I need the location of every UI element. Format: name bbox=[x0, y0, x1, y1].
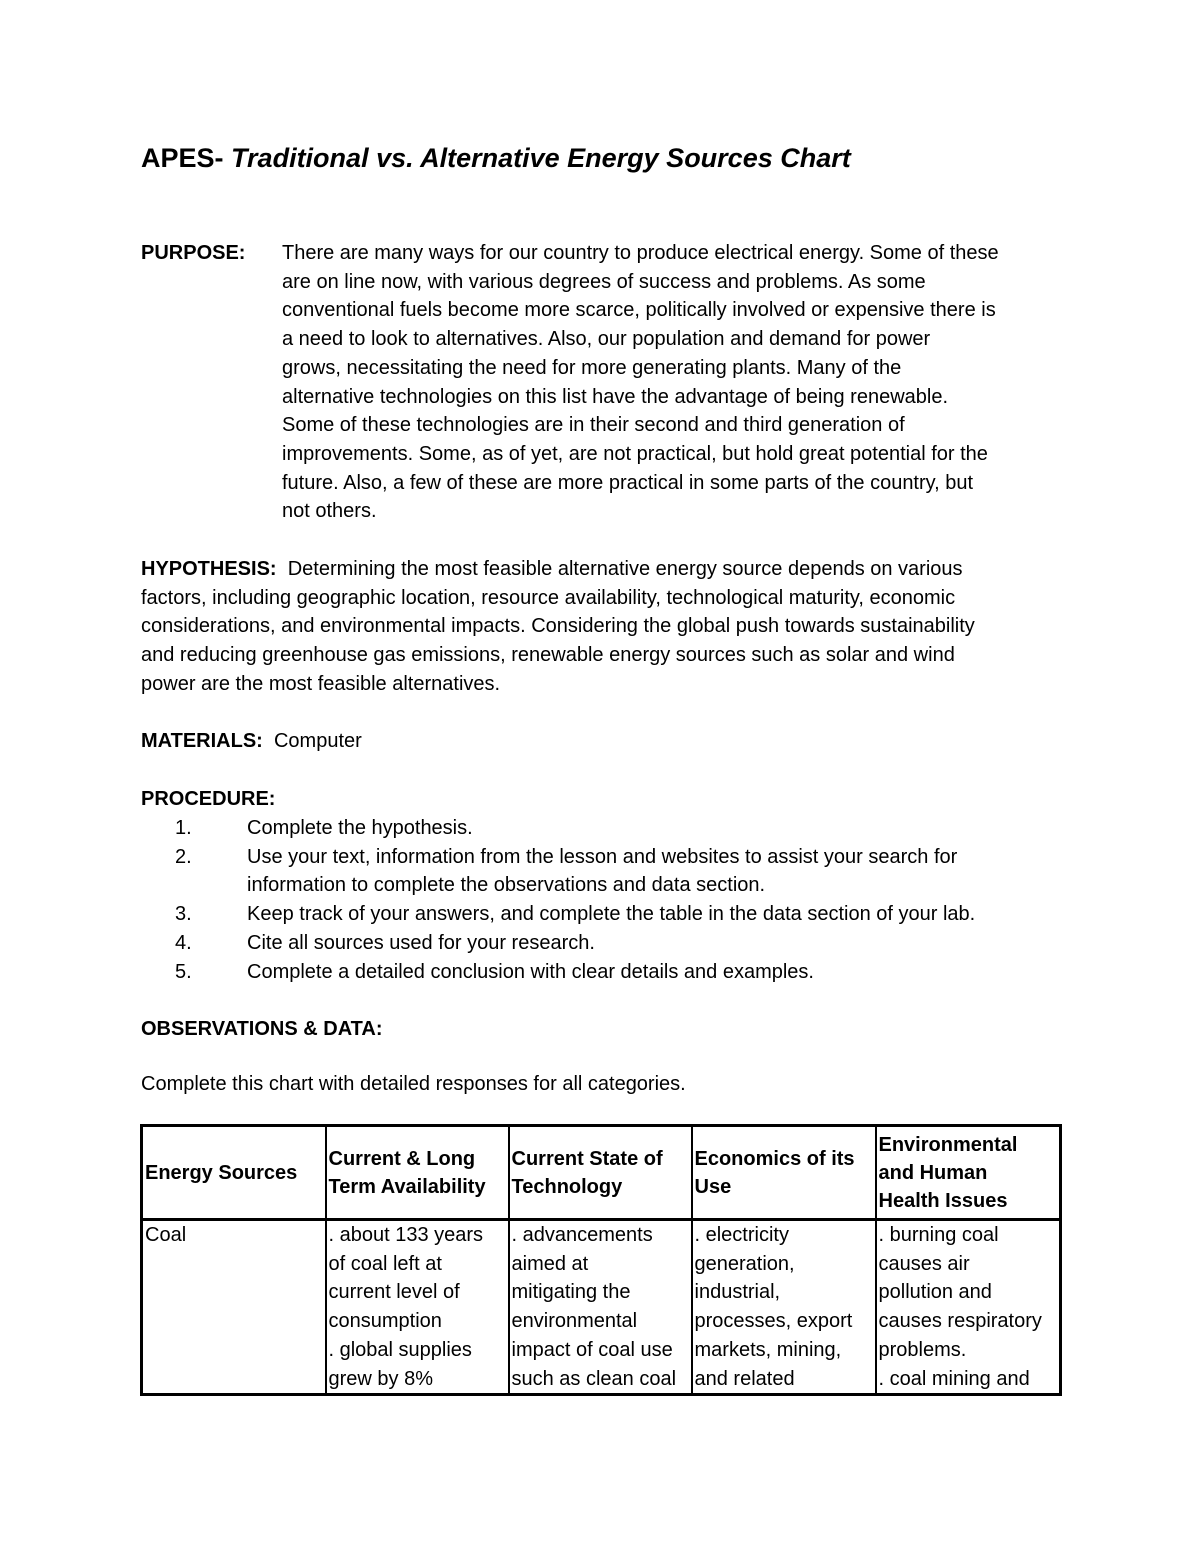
procedure-step bbox=[141, 900, 1071, 929]
header-availability: Current & Long Term Availability bbox=[326, 1126, 509, 1220]
purpose-label: PURPOSE: bbox=[141, 242, 246, 264]
purpose-line: future. Also, a few of these are more practical in some parts of the country, but bbox=[282, 471, 974, 494]
table-header-row bbox=[142, 1126, 1061, 1220]
table-cell: . about 133 years of coal left at current level of consumption . global supplies grew by 8% bbox=[326, 1220, 509, 1395]
step-number: 3. bbox=[175, 903, 192, 926]
table-cell: . advancements aimed at mitigating the environmental impact of coal use such as clean coal bbox=[509, 1220, 692, 1395]
procedure-step bbox=[141, 814, 1071, 843]
procedure-list bbox=[141, 814, 1071, 986]
step-text: Cite all sources used for your research. bbox=[247, 931, 595, 954]
step-text: information to complete the observations and data section. bbox=[247, 874, 766, 897]
chart-instructions: Complete this chart with detailed responses for all categories. bbox=[141, 1073, 686, 1095]
procedure-label: PROCEDURE: bbox=[141, 788, 276, 810]
purpose-line: There are many ways for our country to produce electrical energy. Some of these bbox=[282, 242, 999, 264]
materials-section bbox=[141, 727, 362, 756]
purpose-line: alternative technologies on this list have the advantage of being renewable. bbox=[282, 385, 949, 408]
procedure-step bbox=[141, 929, 1071, 958]
header-economics: Economics of its Use bbox=[692, 1126, 876, 1220]
procedure-step bbox=[141, 958, 1071, 987]
procedure-step bbox=[141, 843, 1071, 900]
purpose-text bbox=[282, 239, 1082, 526]
title-italic: Traditional vs. Alternative Energy Sources Chart bbox=[231, 143, 851, 173]
hypothesis-section bbox=[141, 555, 1071, 699]
table-cell: Coal bbox=[142, 1220, 326, 1395]
purpose-line: improvements. Some, as of yet, are not practical, but hold great potential for the bbox=[282, 442, 988, 465]
purpose-line: not others. bbox=[282, 500, 377, 523]
purpose-line: conventional fuels become more scarce, politically involved or expensive there is bbox=[282, 299, 996, 322]
step-text: Complete a detailed conclusion with clear details and examples. bbox=[247, 960, 814, 983]
step-text: Use your text, information from the lesson and websites to assist your search for bbox=[247, 845, 958, 868]
header-environmental: Environmental and Human Health Issues bbox=[876, 1126, 1061, 1220]
title-prefix: APES- bbox=[141, 143, 224, 173]
header-energy-sources: Energy Sources bbox=[142, 1126, 326, 1220]
purpose-line: a need to look to alternatives. Also, our population and demand for power bbox=[282, 328, 931, 351]
hypothesis-line: factors, including geographic location, resource availability, technological maturity, economic bbox=[141, 586, 956, 609]
materials-label: MATERIALS: bbox=[141, 730, 263, 752]
page-title bbox=[141, 143, 851, 174]
step-text: Complete the hypothesis. bbox=[247, 817, 473, 839]
step-number: 2. bbox=[175, 845, 192, 868]
table-cell: . electricity generation, industrial, processes, export markets, mining, and related bbox=[692, 1220, 876, 1395]
step-number: 1. bbox=[175, 817, 192, 839]
hypothesis-line: Determining the most feasible alternative energy source depends on various bbox=[287, 558, 963, 580]
materials-value: Computer bbox=[273, 730, 362, 752]
header-technology: Current State of Technology bbox=[509, 1126, 692, 1220]
purpose-line: grows, necessitating the need for more generating plants. Many of the bbox=[282, 356, 902, 379]
step-number: 4. bbox=[175, 931, 192, 954]
energy-sources-table bbox=[140, 1124, 1062, 1396]
purpose-line: are on line now, with various degrees of success and problems. As some bbox=[282, 270, 926, 293]
hypothesis-line: and reducing greenhouse gas emissions, renewable energy sources such as solar and wind bbox=[141, 644, 955, 667]
purpose-line: Some of these technologies are in their second and third generation of bbox=[282, 414, 905, 437]
observations-label: OBSERVATIONS & DATA: bbox=[141, 1018, 383, 1040]
step-text: Keep track of your answers, and complete the table in the data section of your lab. bbox=[247, 903, 976, 926]
table-row bbox=[142, 1220, 1061, 1395]
step-number: 5. bbox=[175, 960, 192, 983]
hypothesis-line: power are the most feasible alternatives. bbox=[141, 672, 501, 695]
table-cell: . burning coal causes air pollution and causes respiratory problems. . coal mining and bbox=[876, 1220, 1061, 1395]
hypothesis-line: considerations, and environmental impacts. Considering the global push towards sustainability bbox=[141, 615, 975, 638]
hypothesis-label: HYPOTHESIS: bbox=[141, 558, 277, 580]
